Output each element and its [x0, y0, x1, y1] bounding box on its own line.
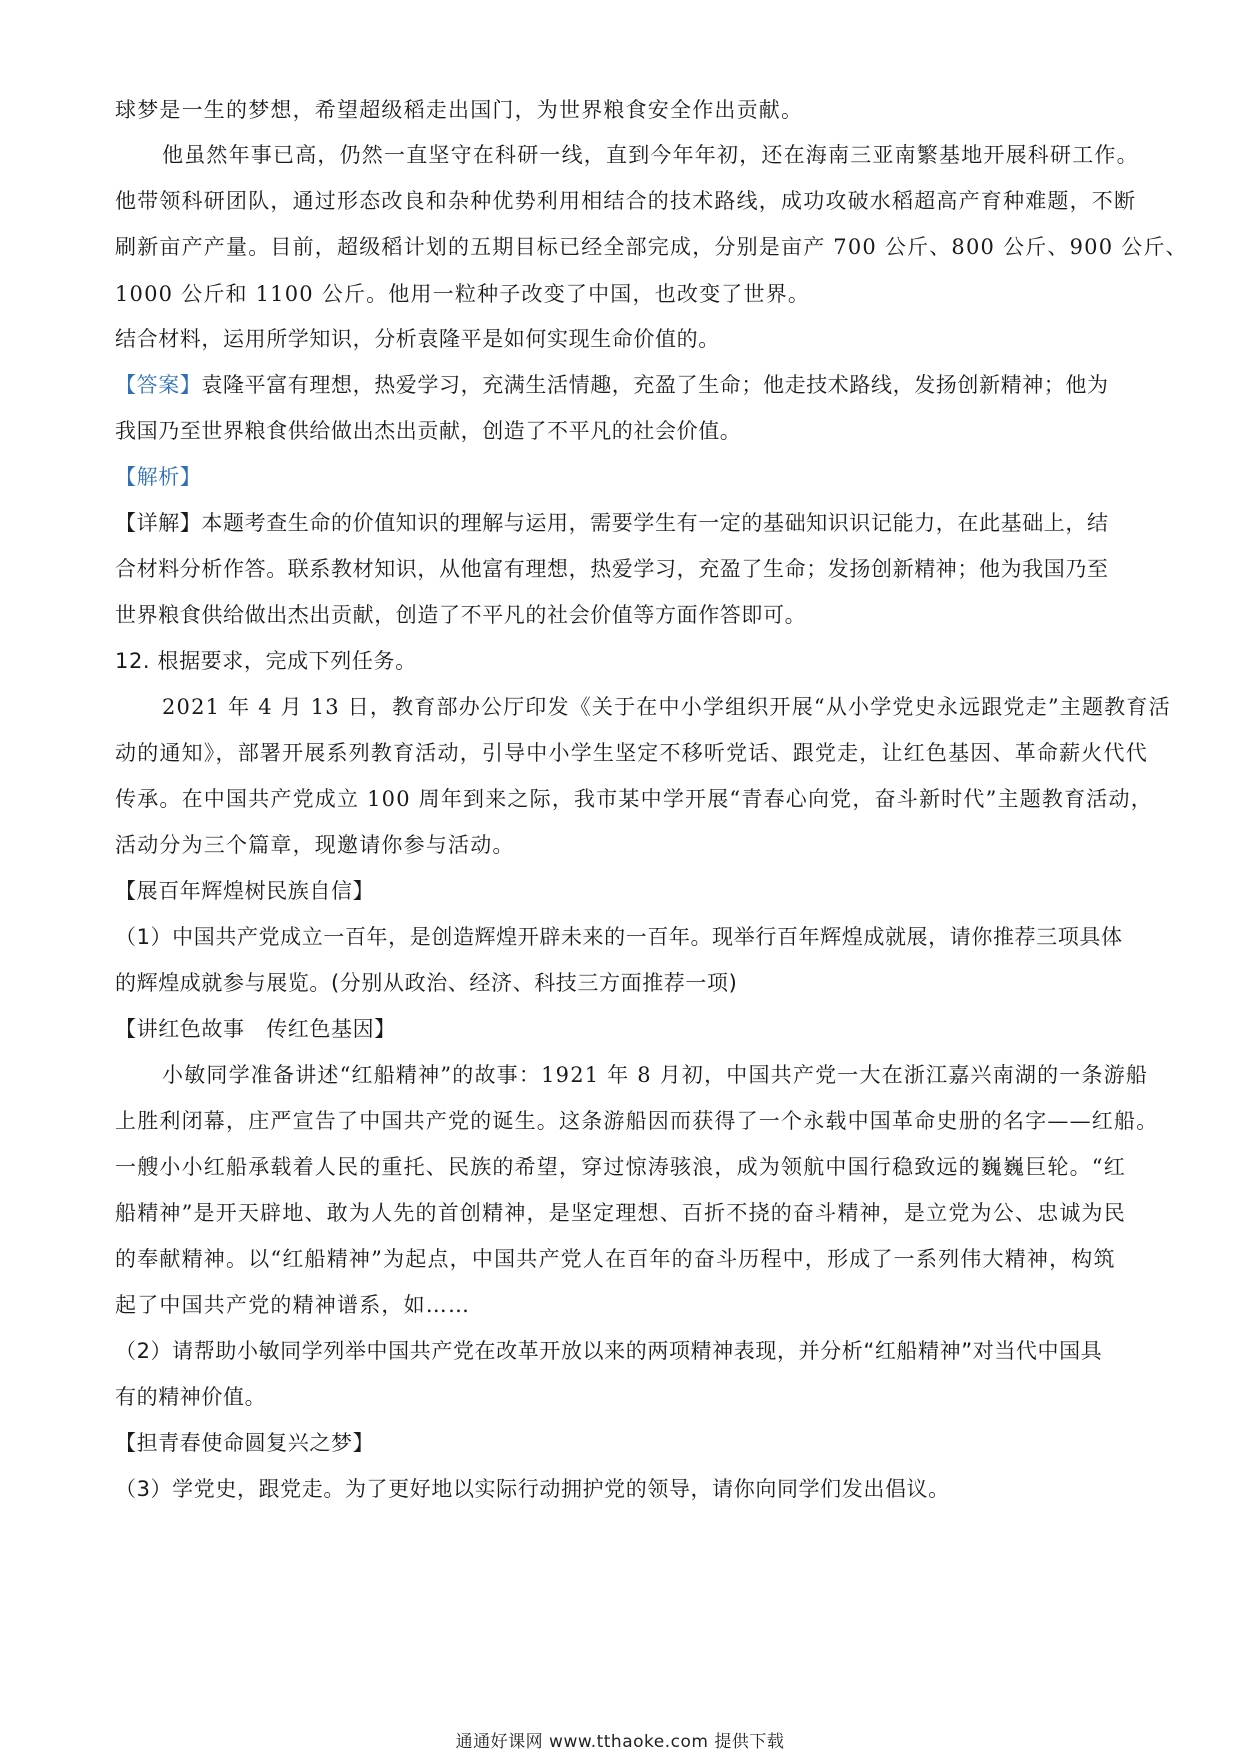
story-line: 船精神”是开天辟地、敢为人先的首创精神，是坚定理想、百折不挠的奋斗精神，是立党为公、忠诚为民: [115, 1201, 1126, 1225]
section-title-1: 【展百年辉煌树民族自信】: [115, 879, 375, 903]
story-line: 起了中国共产党的精神谱系，如……: [115, 1293, 471, 1317]
paragraph-line: 1000 公斤和 1100 公斤。他用一粒种子改变了中国，也改变了世界。: [115, 282, 811, 306]
paragraph-line: 他虽然年事已高，仍然一直坚守在科研一线，直到今年年初，还在海南三亚南繁基地开展科研工作。: [162, 143, 1139, 167]
story-line: 小敏同学准备讲述“红船精神”的故事：1921 年 8 月初，中国共产党一大在浙江嘉兴南湖的一条游船: [162, 1063, 1149, 1087]
question-12-title: 12. 根据要求，完成下列任务。: [115, 649, 417, 673]
answer-line: [115, 370, 1109, 400]
paragraph-continuation: 球梦是一生的梦想，希望超级稻走出国门，为世界粮食安全作出贡献。: [115, 98, 804, 122]
page-footer: 通通好课网 www.tthaoke.com 提供下载: [455, 1732, 785, 1752]
subquestion-1-line: 的辉煌成就参与展览。(分别从政治、经济、科技三方面推荐一项): [115, 971, 738, 995]
material-line: 动的通知》，部署开展系列教育活动，引导中小学生坚定不移听党话、跟党走，让红色基因、革命薪火代代: [115, 741, 1148, 765]
paragraph-line: 刷新亩产产量。目前，超级稻计划的五期目标已经全部完成，分别是亩产 700 公斤、800 公斤、900 公斤、: [115, 235, 1188, 259]
section-title-3: 【担青春使命圆复兴之梦】: [115, 1431, 375, 1455]
detail-line: 【详解】本题考查生命的价值知识的理解与运用，需要学生有一定的基础知识识记能力，在此基础上，结: [115, 511, 1109, 535]
answer-text: 袁隆平富有理想，热爱学习，充满生活情趣，充盈了生命；他走技术路线，发扬创新精神；他为: [201, 373, 1109, 397]
question-11-prompt: 结合材料，运用所学知识，分析袁隆平是如何实现生命价值的。: [115, 327, 720, 351]
subquestion-3-line: （3）学党史，跟党走。为了更好地以实际行动拥护党的领导，请你向同学们发出倡议。: [115, 1477, 950, 1501]
paragraph-line: 他带领科研团队，通过形态改良和杂种优势利用相结合的技术路线，成功攻破水稻超高产育种难题，不断: [115, 189, 1137, 213]
subquestion-1-line: （1）中国共产党成立一百年，是创造辉煌开辟未来的一百年。现举行百年辉煌成就展，请你推荐三项具体: [115, 925, 1123, 949]
story-line: 上胜利闭幕，庄严宣告了中国共产党的诞生。这条游船因而获得了一个永载中国革命史册的名字——红船。: [115, 1109, 1159, 1133]
detail-line: 世界粮食供给做出杰出贡献，创造了不平凡的社会价值等方面作答即可。: [115, 603, 807, 627]
analysis-label: 【解析】: [115, 465, 202, 489]
subquestion-2-line: （2）请帮助小敏同学列举中国共产党在改革开放以来的两项精神表现，并分析“红船精神”对当代中国具: [115, 1339, 1103, 1363]
story-line: 一艘小小红船承载着人民的重托、民族的希望，穿过惊涛骇浪，成为领航中国行稳致远的巍巍巨轮。“红: [115, 1155, 1126, 1179]
material-line: 活动分为三个篇章，现邀请你参与活动。: [115, 833, 515, 857]
section-title-2: 【讲红色故事 传红色基因】: [115, 1017, 396, 1041]
material-line: 传承。在中国共产党成立 100 周年到来之际，我市某中学开展“青春心向党，奋斗新时代”主题教育活动，: [115, 787, 1153, 811]
material-line: 2021 年 4 月 13 日，教育部办公厅印发《关于在中小学组织开展“从小学党史永远跟党走”主题教育活: [162, 695, 1171, 719]
answer-label: 【答案】: [115, 373, 202, 397]
story-line: 的奉献精神。以“红船精神”为起点，中国共产党人在百年的奋斗历程中，形成了一系列伟大精神，构筑: [115, 1247, 1116, 1271]
detail-line: 合材料分析作答。联系教材知识，从他富有理想，热爱学习，充盈了生命；发扬创新精神；他为我国乃至: [115, 557, 1109, 581]
subquestion-2-line: 有的精神价值。: [115, 1385, 267, 1409]
answer-line: 我国乃至世界粮食供给做出杰出贡献，创造了不平凡的社会价值。: [115, 419, 742, 443]
